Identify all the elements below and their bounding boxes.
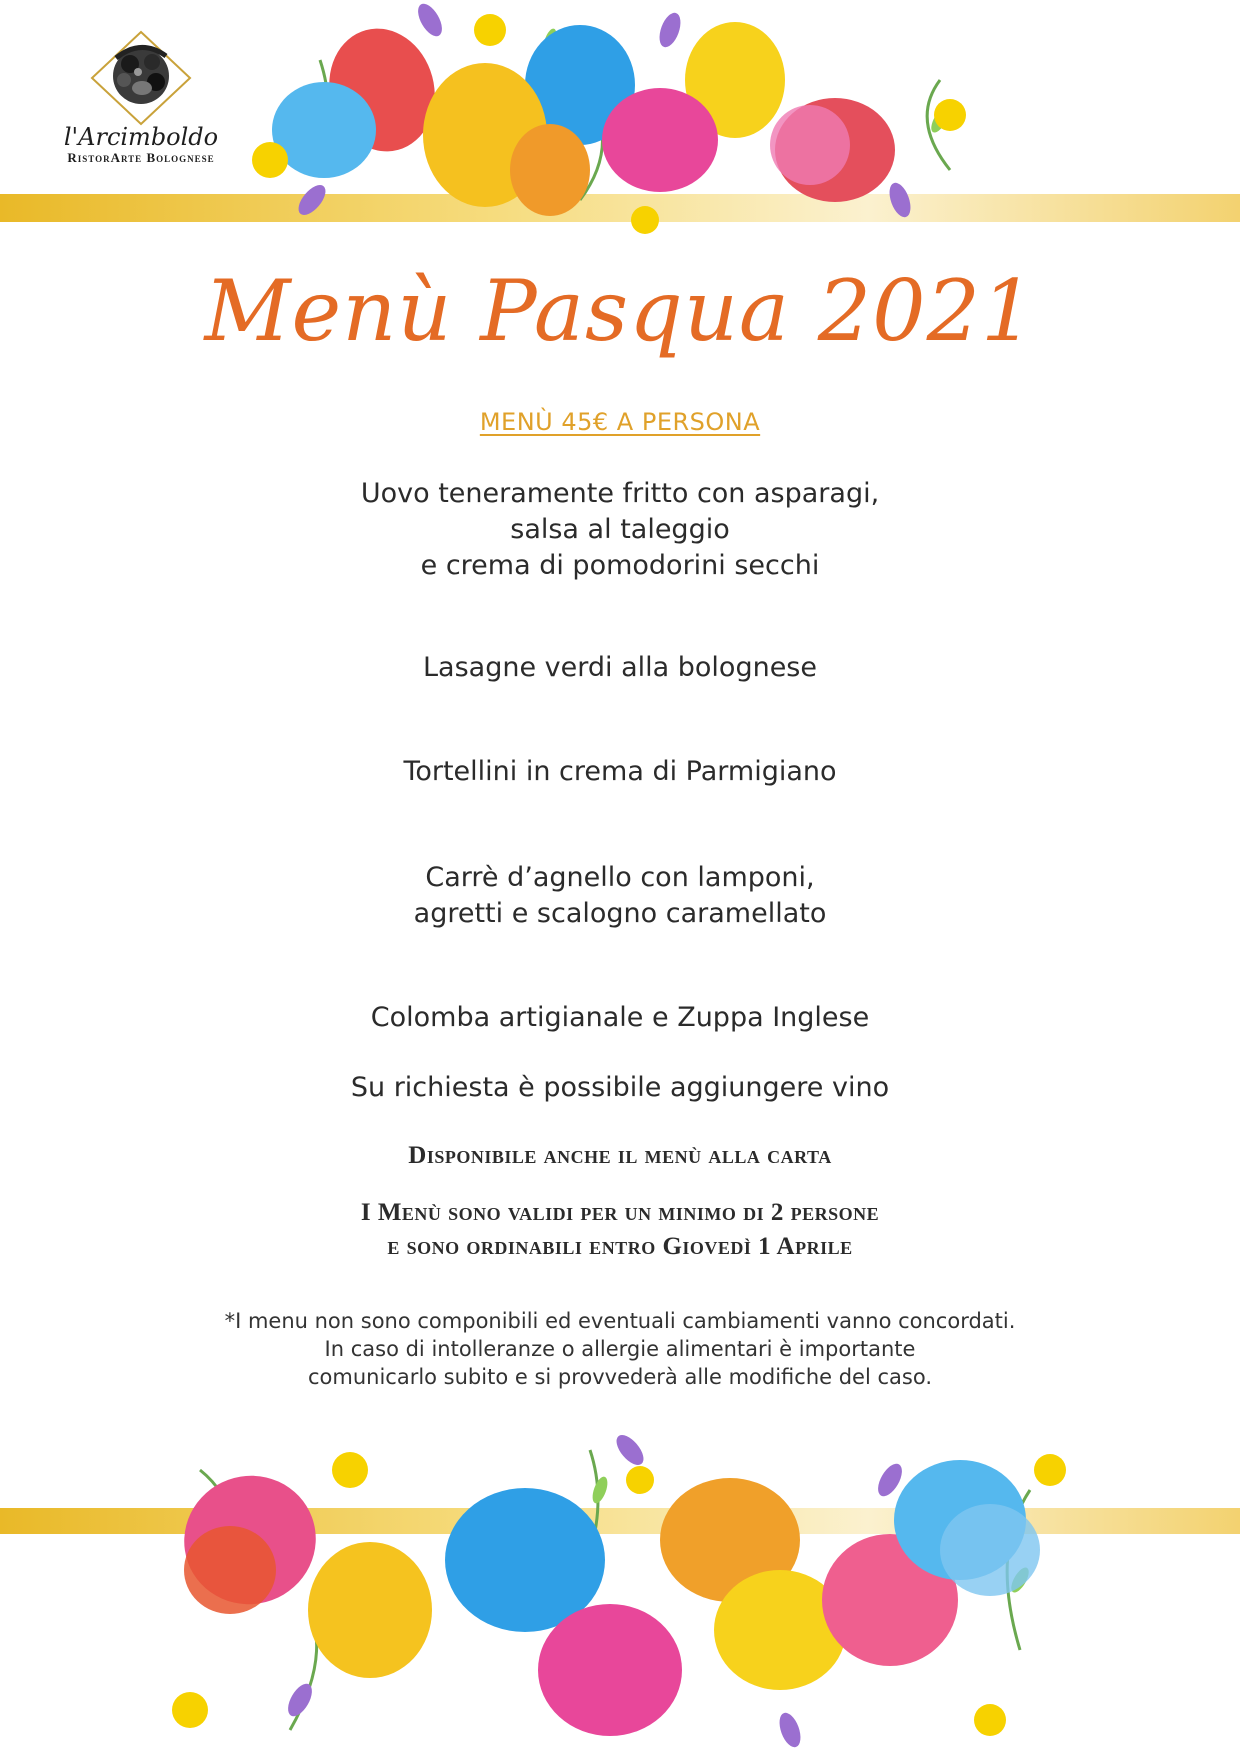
carta-note-text: Disponibile anche il menù alla carta [408,1142,832,1169]
validity-line: e sono ordinabili entro Giovedì 1 Aprile [387,1233,853,1260]
course-line: Colomba artigianale e Zuppa Inglese [370,1002,870,1033]
menu-title: Menù Pasqua 2021 [204,262,1036,360]
bottom-easter-eggs-decoration [170,1430,1070,1754]
course-line: Tortellini in crema di Parmigiano [403,756,837,787]
footnote-line: In caso di intolleranze o allergie alimentari è importante [324,1337,916,1361]
arcimboldo-portrait-icon [86,28,196,128]
validity-note [0,1196,1240,1264]
course-line: Uovo teneramente fritto con asparagi, [360,478,880,509]
wine-note [0,1070,1240,1106]
footnote-line: *I menu non sono componibili ed eventuali cambiamenti vanno concordati. [224,1309,1016,1333]
footnote-line: comunicarlo subito e si provvederà alle modifiche del caso. [307,1365,933,1389]
wine-note-text: Su richiesta è possibile aggiungere vino [350,1072,890,1103]
course-main [0,860,1240,932]
logo-name: l'Arcimboldo [63,123,219,151]
menu-price: MENÙ 45€ A PERSONA [479,408,761,436]
course-dessert [0,1000,1240,1036]
course-line: agretti e scalogno caramellato [413,898,827,929]
course-line: salsa al taleggio [510,514,730,545]
course-line: Carrè d’agnello con lamponi, [425,862,815,893]
course-starter [0,476,1240,584]
validity-line: I Menù sono validi per un minimo di 2 persone [360,1199,880,1226]
restaurant-logo [34,28,248,178]
course-line: e crema di pomodorini secchi [420,550,820,581]
logo-subtitle: RistorArte Bolognese [67,150,215,165]
footnote [0,1307,1240,1391]
course-first-tortellini [0,754,1240,790]
carta-note [0,1139,1240,1173]
course-first-lasagne [0,650,1240,686]
top-easter-eggs-decoration [250,0,1010,236]
course-line: Lasagne verdi alla bolognese [423,652,817,683]
